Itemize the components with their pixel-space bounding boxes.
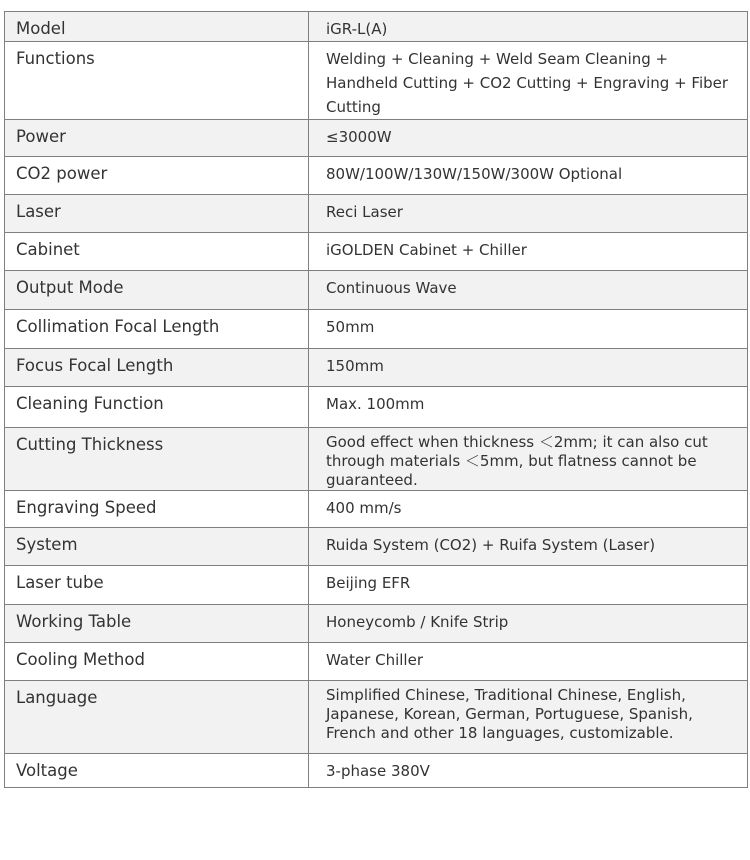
- spec-value: Honeycomb / Knife Strip: [309, 605, 748, 643]
- spec-value: iGOLDEN Cabinet + Chiller: [309, 233, 748, 271]
- spec-value: Good effect when thickness ＜2mm; it can also cut through materials ＜5mm, but flatness cannot be guaranteed.: [309, 428, 748, 491]
- table-row: [5, 120, 748, 157]
- table-row: [5, 157, 748, 195]
- spec-label: Engraving Speed: [5, 491, 309, 528]
- spec-label: Functions: [5, 42, 309, 120]
- spec-label: Working Table: [5, 605, 309, 643]
- table-row: [5, 528, 748, 566]
- spec-value: Ruida System (CO2) + Ruifa System (Laser): [309, 528, 748, 566]
- spec-table: [4, 11, 748, 788]
- spec-value: 80W/100W/130W/150W/300W Optional: [309, 157, 748, 195]
- table-row: [5, 42, 748, 120]
- spec-label: Language: [5, 681, 309, 754]
- table-row: [5, 12, 748, 42]
- spec-value: iGR-L(A): [309, 12, 748, 42]
- spec-label: Output Mode: [5, 271, 309, 310]
- table-row: [5, 643, 748, 681]
- spec-value: Max. 100mm: [309, 387, 748, 428]
- spec-value: 3-phase 380V: [309, 754, 748, 788]
- spec-label: Cutting Thickness: [5, 428, 309, 491]
- spec-label: CO2 power: [5, 157, 309, 195]
- spec-value: Continuous Wave: [309, 271, 748, 310]
- spec-label: System: [5, 528, 309, 566]
- table-row: [5, 195, 748, 233]
- spec-label: Laser tube: [5, 566, 309, 605]
- spec-label: Focus Focal Length: [5, 349, 309, 387]
- spec-label: Voltage: [5, 754, 309, 788]
- table-row: [5, 233, 748, 271]
- spec-label: Model: [5, 12, 309, 42]
- spec-value: Reci Laser: [309, 195, 748, 233]
- table-row: [5, 271, 748, 310]
- spec-value: Beijing EFR: [309, 566, 748, 605]
- spec-value: 400 mm/s: [309, 491, 748, 528]
- spec-value: ≤3000W: [309, 120, 748, 157]
- spec-label: Power: [5, 120, 309, 157]
- spec-label: Collimation Focal Length: [5, 310, 309, 349]
- table-row: [5, 754, 748, 788]
- table-row: [5, 428, 748, 491]
- table-row: [5, 605, 748, 643]
- spec-value: 150mm: [309, 349, 748, 387]
- spec-label: Laser: [5, 195, 309, 233]
- table-row: [5, 387, 748, 428]
- spec-label: Cabinet: [5, 233, 309, 271]
- spec-value: 50mm: [309, 310, 748, 349]
- table-row: [5, 349, 748, 387]
- spec-value: Welding + Cleaning + Weld Seam Cleaning + Handheld Cutting + CO2 Cutting + Engraving + Fiber Cutting: [309, 42, 748, 120]
- table-row: [5, 566, 748, 605]
- spec-value: Water Chiller: [309, 643, 748, 681]
- spec-value: Simplified Chinese, Traditional Chinese, English, Japanese, Korean, German, Portuguese, Spanish, French and other 18 languages, customizable.: [309, 681, 748, 754]
- table-row: [5, 491, 748, 528]
- table-row: [5, 310, 748, 349]
- spec-table-body: [5, 12, 748, 788]
- spec-label: Cooling Method: [5, 643, 309, 681]
- spec-label: Cleaning Function: [5, 387, 309, 428]
- table-row: [5, 681, 748, 754]
